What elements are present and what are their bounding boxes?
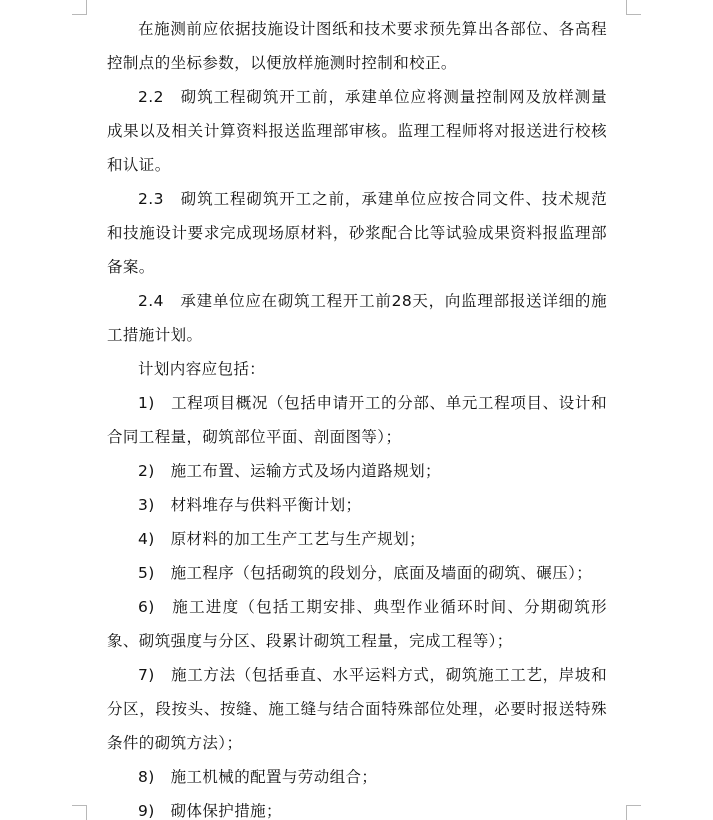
paragraph: 在施测前应依据技施设计图纸和技术要求预先算出各部位、各高程控制点的坐标参数，以便放样施测时控制和校正。 bbox=[107, 20, 607, 72]
list-item: 9) 砌体保护措施； bbox=[138, 802, 282, 820]
list-item: 3) 材料堆存与供料平衡计划； bbox=[138, 496, 362, 514]
page-corner-mark bbox=[72, 805, 87, 820]
paragraph: 计划内容应包括： bbox=[138, 360, 266, 378]
list-item: 5) 施工程序（包括砌筑的段划分，底面及墙面的砌筑、碾压）； bbox=[138, 564, 593, 582]
list-item: 6) 施工进度（包括工期安排、典型作业循环时间、分期砌筑形象、砌筑强度与分区、段累计砌筑工程量，完成工程等）； bbox=[107, 598, 607, 650]
list-item: 7) 施工方法（包括垂直、水平运料方式，砌筑施工工艺，岸坡和分区，段按头、按缝、施工缝与结合面特殊部位处理，必要时报送特殊条件的砌筑方法）； bbox=[107, 666, 607, 752]
list-item: 1) 工程项目概况（包括申请开工的分部、单元工程项目、设计和合同工程量，砌筑部位平面、剖面图等）； bbox=[107, 394, 607, 446]
list-item: 4) 原材料的加工生产工艺与生产规划； bbox=[138, 530, 426, 548]
list-item: 2) 施工布置、运输方式及场内道路规划； bbox=[138, 462, 441, 480]
page-corner-mark bbox=[626, 0, 641, 15]
paragraph: 2.2 砌筑工程砌筑开工前，承建单位应将测量控制网及放样测量成果以及相关计算资料报送监理部审核。监理工程师将对报送进行校核和认证。 bbox=[107, 88, 607, 174]
paragraph: 2.4 承建单位应在砌筑工程开工前28天，向监理部报送详细的施工措施计划。 bbox=[107, 292, 607, 344]
list-item: 8) 施工机械的配置与劳动组合； bbox=[138, 768, 378, 786]
paragraph: 2.3 砌筑工程砌筑开工之前，承建单位应按合同文件、技术规范和技施设计要求完成现场原材料，砂浆配合比等试验成果资料报监理部备案。 bbox=[107, 190, 607, 276]
page-corner-mark bbox=[626, 805, 641, 820]
page-corner-mark bbox=[72, 0, 87, 15]
